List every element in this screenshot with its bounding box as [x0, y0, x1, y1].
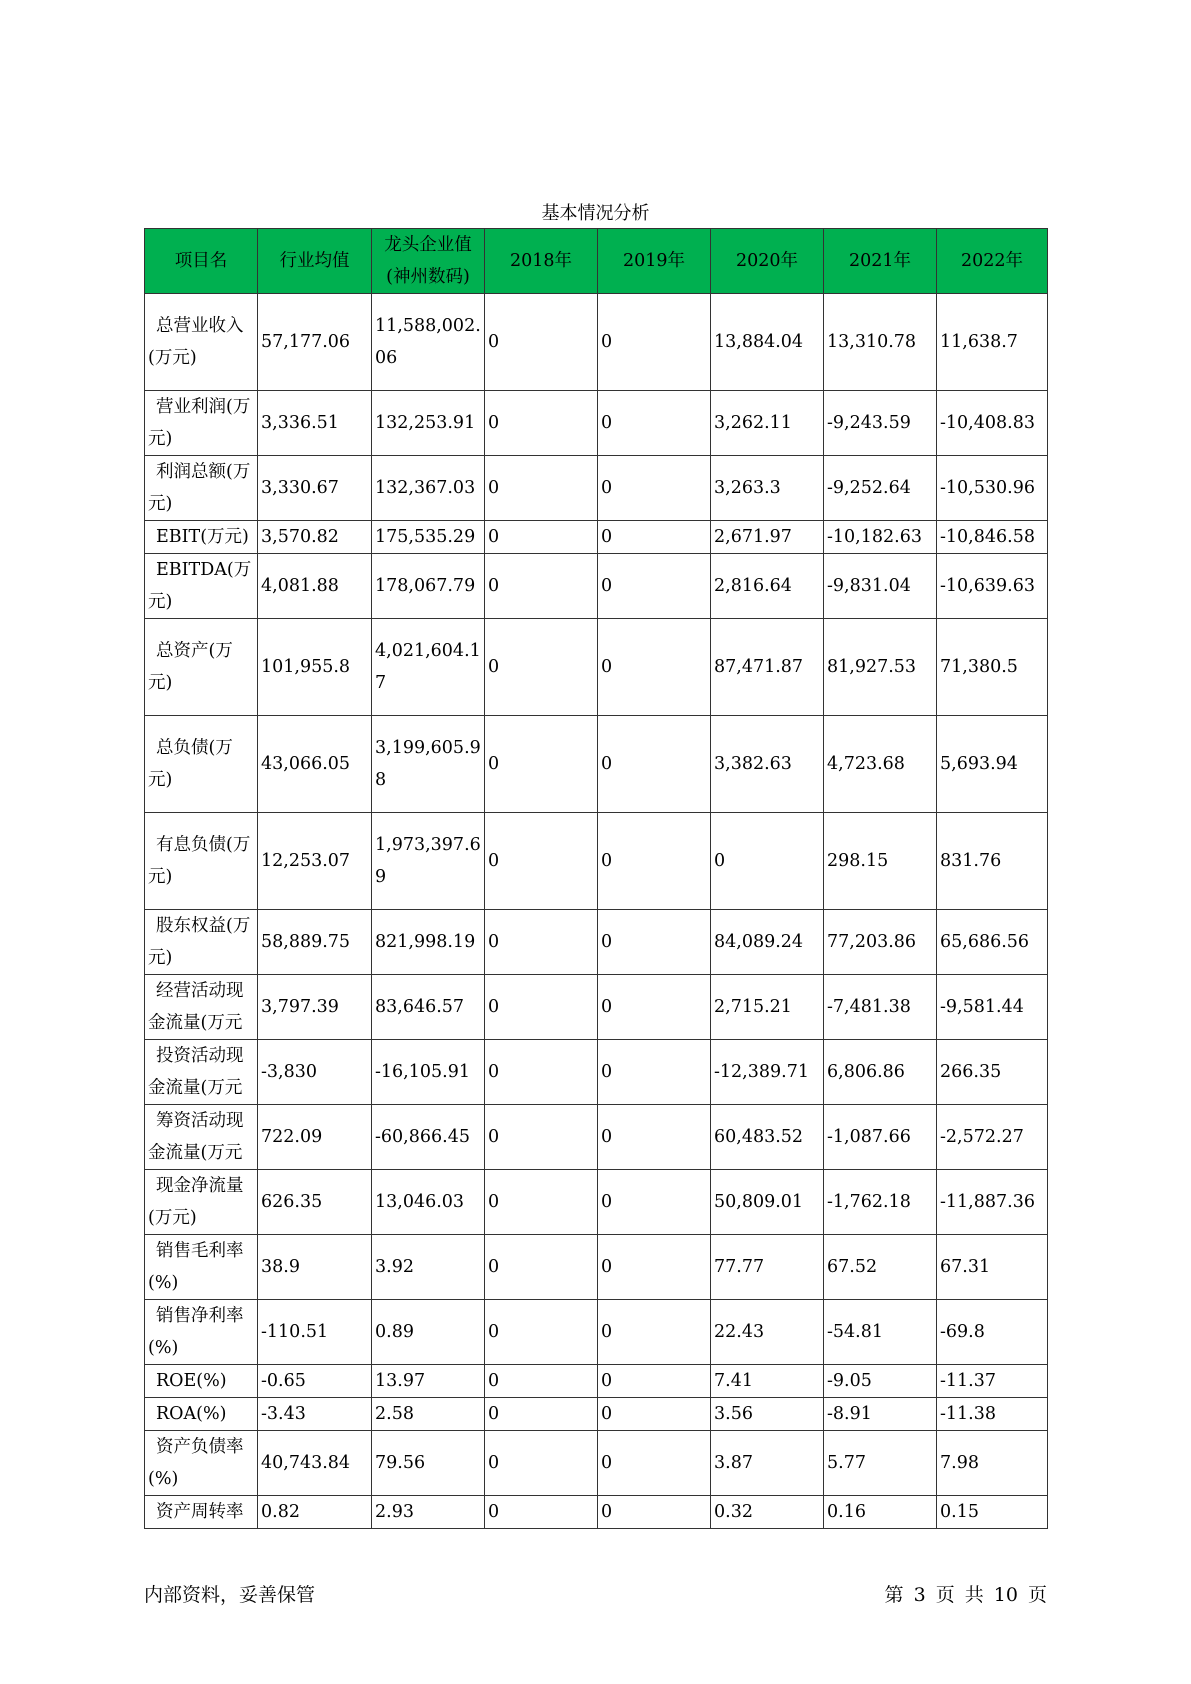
column-header: 2021年 [824, 229, 937, 294]
header-row [145, 229, 1048, 294]
table-row [145, 1496, 1048, 1529]
table-cell: 3,262.11 [711, 391, 824, 456]
table-cell: -10,639.63 [937, 554, 1048, 619]
table-cell: 22.43 [711, 1300, 824, 1365]
table-cell: 722.09 [258, 1105, 372, 1170]
table-cell: 5,693.94 [937, 716, 1048, 813]
table-cell: 0 [485, 975, 598, 1040]
table-cell: 6,806.86 [824, 1040, 937, 1105]
table-cell: 0 [485, 391, 598, 456]
table-cell: 2,816.64 [711, 554, 824, 619]
table-cell: 67.31 [937, 1235, 1048, 1300]
table-cell: 0 [711, 813, 824, 910]
table-row [145, 975, 1048, 1040]
table-cell: 0 [485, 1170, 598, 1235]
table-cell: 298.15 [824, 813, 937, 910]
row-label: 现金净流量(万元) [145, 1170, 258, 1235]
table-cell: 65,686.56 [937, 910, 1048, 975]
table-cell: 0 [598, 521, 711, 554]
table-row [145, 1300, 1048, 1365]
table-cell: 0 [598, 1040, 711, 1105]
table-cell: 0 [485, 521, 598, 554]
page-number: 第 3 页 共 10 页 [884, 1584, 1047, 1606]
row-label: 投资活动现金流量(万元 [145, 1040, 258, 1105]
analysis-table [144, 228, 1048, 1529]
table-row [145, 1365, 1048, 1398]
table-cell: -54.81 [824, 1300, 937, 1365]
table-cell: -9.05 [824, 1365, 937, 1398]
table-cell: 60,483.52 [711, 1105, 824, 1170]
table-cell: 0 [485, 910, 598, 975]
table-cell: 0 [598, 1398, 711, 1431]
table-cell: 77,203.86 [824, 910, 937, 975]
table-cell: -9,581.44 [937, 975, 1048, 1040]
table-cell: 0.15 [937, 1496, 1048, 1529]
table-cell: 0 [485, 1300, 598, 1365]
table-cell: -1,762.18 [824, 1170, 937, 1235]
table-cell: 266.35 [937, 1040, 1048, 1105]
table-cell: 626.35 [258, 1170, 372, 1235]
table-cell: 2,671.97 [711, 521, 824, 554]
table-row [145, 456, 1048, 521]
table-cell: 58,889.75 [258, 910, 372, 975]
table-row [145, 910, 1048, 975]
table-cell: 3,570.82 [258, 521, 372, 554]
column-header: 项目名 [145, 229, 258, 294]
table-cell: 0 [485, 554, 598, 619]
table-cell: -10,182.63 [824, 521, 937, 554]
table-cell: 43,066.05 [258, 716, 372, 813]
table-body [145, 294, 1048, 1529]
table-cell: 0 [485, 1105, 598, 1170]
row-label: 总负债(万元) [145, 716, 258, 813]
table-cell: -11,887.36 [937, 1170, 1048, 1235]
table-cell: 132,253.91 [372, 391, 485, 456]
table-cell: -10,846.58 [937, 521, 1048, 554]
table-cell: 0 [485, 294, 598, 391]
table-cell: 0 [598, 554, 711, 619]
row-label: 营业利润(万元) [145, 391, 258, 456]
table-cell: 0 [485, 1235, 598, 1300]
table-cell: 0.89 [372, 1300, 485, 1365]
table-cell: 0 [485, 1398, 598, 1431]
table-cell: 0 [485, 813, 598, 910]
table-cell: 0 [485, 456, 598, 521]
table-cell: 0.32 [711, 1496, 824, 1529]
table-row [145, 1235, 1048, 1300]
table-row [145, 1431, 1048, 1496]
table-row [145, 1105, 1048, 1170]
row-label: 股东权益(万元) [145, 910, 258, 975]
row-label: EBIT(万元) [145, 521, 258, 554]
table-cell: 0 [598, 910, 711, 975]
table-cell: 0 [598, 1105, 711, 1170]
row-label: 销售毛利率(%) [145, 1235, 258, 1300]
table-cell: 3,797.39 [258, 975, 372, 1040]
table-cell: 77.77 [711, 1235, 824, 1300]
table-row [145, 294, 1048, 391]
table-cell: 3,330.67 [258, 456, 372, 521]
table-cell: 2.93 [372, 1496, 485, 1529]
table-cell: 87,471.87 [711, 619, 824, 716]
row-label: ROA(%) [145, 1398, 258, 1431]
table-cell: -11.37 [937, 1365, 1048, 1398]
table-cell: 101,955.8 [258, 619, 372, 716]
table-row [145, 554, 1048, 619]
table-cell: -0.65 [258, 1365, 372, 1398]
table-cell: 38.9 [258, 1235, 372, 1300]
table-cell: 11,638.7 [937, 294, 1048, 391]
row-label: 销售净利率(%) [145, 1300, 258, 1365]
table-cell: 83,646.57 [372, 975, 485, 1040]
table-cell: 13,884.04 [711, 294, 824, 391]
column-header: 2022年 [937, 229, 1048, 294]
table-cell: 4,021,604.17 [372, 619, 485, 716]
table-cell: 0 [598, 456, 711, 521]
table-cell: 2,715.21 [711, 975, 824, 1040]
table-cell: 0 [598, 1170, 711, 1235]
table-cell: 3.92 [372, 1235, 485, 1300]
table-cell: 0.82 [258, 1496, 372, 1529]
table-cell: 3.87 [711, 1431, 824, 1496]
row-label: 筹资活动现金流量(万元 [145, 1105, 258, 1170]
table-cell: 4,081.88 [258, 554, 372, 619]
table-cell: 2.58 [372, 1398, 485, 1431]
row-label: 资产周转率 [145, 1496, 258, 1529]
table-cell: 0 [598, 1431, 711, 1496]
table-cell: 5.77 [824, 1431, 937, 1496]
table-cell: 81,927.53 [824, 619, 937, 716]
table-row [145, 1040, 1048, 1105]
table-cell: -1,087.66 [824, 1105, 937, 1170]
table-cell: 0 [598, 619, 711, 716]
table-cell: -10,408.83 [937, 391, 1048, 456]
table-title: 基本情况分析 [541, 203, 650, 224]
table-row [145, 619, 1048, 716]
table-cell: -69.8 [937, 1300, 1048, 1365]
table-cell: 0 [485, 716, 598, 813]
table-cell: -9,252.64 [824, 456, 937, 521]
table-row [145, 813, 1048, 910]
column-header: 2019年 [598, 229, 711, 294]
table-cell: 11,588,002.06 [372, 294, 485, 391]
table-cell: 0 [598, 1496, 711, 1529]
table-cell: 3,199,605.98 [372, 716, 485, 813]
column-header: 2020年 [711, 229, 824, 294]
table-cell: 84,089.24 [711, 910, 824, 975]
table-cell: 0 [598, 294, 711, 391]
table-cell: -10,530.96 [937, 456, 1048, 521]
table-cell: 12,253.07 [258, 813, 372, 910]
table-cell: 0 [598, 1235, 711, 1300]
table-cell: 0 [598, 1365, 711, 1398]
table-cell: 3,263.3 [711, 456, 824, 521]
row-label: 总营业收入(万元) [145, 294, 258, 391]
row-label: 经营活动现金流量(万元 [145, 975, 258, 1040]
table-cell: -12,389.71 [711, 1040, 824, 1105]
table-cell: 4,723.68 [824, 716, 937, 813]
table-cell: 67.52 [824, 1235, 937, 1300]
table-cell: 71,380.5 [937, 619, 1048, 716]
table-cell: 178,067.79 [372, 554, 485, 619]
table-row [145, 1398, 1048, 1431]
row-label: ROE(%) [145, 1365, 258, 1398]
table-cell: 40,743.84 [258, 1431, 372, 1496]
table-cell: 3.56 [711, 1398, 824, 1431]
table-cell: 175,535.29 [372, 521, 485, 554]
table-cell: -60,866.45 [372, 1105, 485, 1170]
table-cell: -8.91 [824, 1398, 937, 1431]
table-cell: 3,382.63 [711, 716, 824, 813]
table-cell: -11.38 [937, 1398, 1048, 1431]
table-row [145, 521, 1048, 554]
table-cell: 7.41 [711, 1365, 824, 1398]
table-cell: 0 [598, 1300, 711, 1365]
confidential-note: 内部资料，妥善保管 [144, 1584, 316, 1606]
column-header: 行业均值 [258, 229, 372, 294]
table-cell: 7.98 [937, 1431, 1048, 1496]
row-label: 利润总额(万元) [145, 456, 258, 521]
table-cell: -16,105.91 [372, 1040, 485, 1105]
table-cell: 3,336.51 [258, 391, 372, 456]
table-cell: 0 [485, 619, 598, 716]
table-cell: 0.16 [824, 1496, 937, 1529]
table-cell: 0 [598, 391, 711, 456]
table-cell: 0 [485, 1431, 598, 1496]
table-cell: -9,243.59 [824, 391, 937, 456]
table-row [145, 391, 1048, 456]
table-cell: 57,177.06 [258, 294, 372, 391]
column-header: 2018年 [485, 229, 598, 294]
row-label: 有息负债(万元) [145, 813, 258, 910]
row-label: EBITDA(万元) [145, 554, 258, 619]
table-cell: 831.76 [937, 813, 1048, 910]
table-cell: 0 [598, 813, 711, 910]
table-cell: 13,310.78 [824, 294, 937, 391]
row-label: 资产负债率(%) [145, 1431, 258, 1496]
table-cell: -7,481.38 [824, 975, 937, 1040]
table-cell: 821,998.19 [372, 910, 485, 975]
table-cell: 50,809.01 [711, 1170, 824, 1235]
table-cell: 0 [598, 716, 711, 813]
table-row [145, 1170, 1048, 1235]
table-cell: -9,831.04 [824, 554, 937, 619]
table-cell: -3,830 [258, 1040, 372, 1105]
table-cell: -110.51 [258, 1300, 372, 1365]
row-label: 总资产(万元) [145, 619, 258, 716]
table-row [145, 716, 1048, 813]
table-cell: 132,367.03 [372, 456, 485, 521]
table-cell: -3.43 [258, 1398, 372, 1431]
table-cell: 13,046.03 [372, 1170, 485, 1235]
table-cell: -2,572.27 [937, 1105, 1048, 1170]
table-cell: 0 [485, 1365, 598, 1398]
table-cell: 0 [485, 1496, 598, 1529]
table-cell: 0 [485, 1040, 598, 1105]
table-cell: 13.97 [372, 1365, 485, 1398]
table-cell: 1,973,397.69 [372, 813, 485, 910]
table-cell: 79.56 [372, 1431, 485, 1496]
column-header: 龙头企业值(神州数码) [372, 229, 485, 294]
table-cell: 0 [598, 975, 711, 1040]
